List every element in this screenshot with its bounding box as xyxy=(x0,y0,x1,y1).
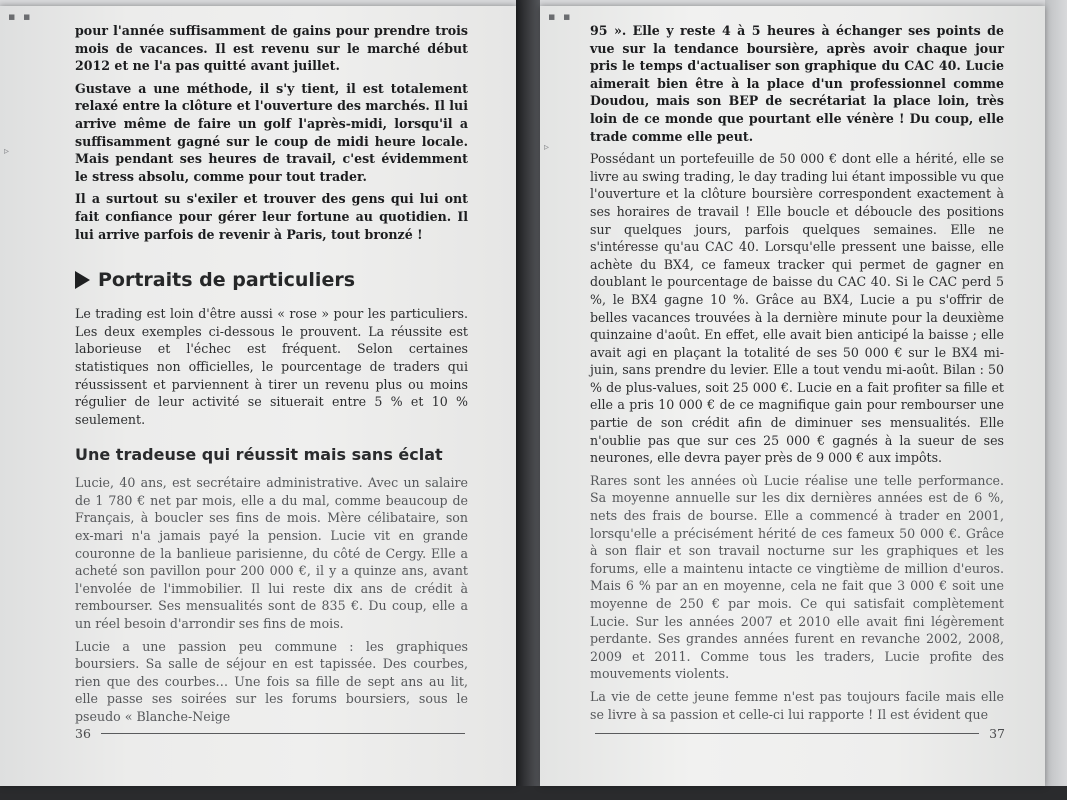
paragraph: pour l'année suffisamment de gains pour prendre trois mois de vacances. Il est revenu sur le marché début 2012 et ne l'a pas quitté avant juillet. xyxy=(75,23,468,74)
page-number: 37 xyxy=(989,726,1005,741)
paragraph: Possédant un portefeuille de 50 000 € dont elle a hérité, elle se livre au swing trading, le day trading lui étant impossible vu que l'ouverture et la clôture boursière correspondent exactement à ses horaires de travail ! Elle boucle et déboucle des positions sur quelques jours, parfois quelques semaines. Elle ne s'intéresse qu'au CAC 40. Lorsqu'elle pressent une baisse, elle achète du BX4, ce fameux tracker qui permet de gagner en doublant le pourcentage de baisse du CAC 40. Si le CAC perd 5 %, le BX4 gagne 10 %. Grâce au BX4, Lucie a pu s'offrir de belles vacances trouvées à la dernière minute pour la deuxième quinzaine d'août. En effet, elle avait bien anticipé la baisse ; elle avait agi en plaçant la totalité de ses 50 000 € sur le BX4 mi-juin, sans prendre du levier. Elle a tout vendu mi-août. Bilan : 50 % de plus-values, soit 25 000 €. Lucie en a fait profiter sa fille et elle a pris 10 000 € de ce magnifique gain pour rembourser une partie de son crédit afin de diminuer ses mensualités. Elle n'oublie pas que sur ces 25 000 € gagnés à la sueur de ses neurones, elle devra payer près de 9 000 € aux impôts. xyxy=(590,151,1004,466)
right-page-text xyxy=(590,22,1004,728)
page-corner-marker-icon: ▪ ▪ xyxy=(8,10,33,23)
page-footer xyxy=(75,726,465,741)
viewer-bottom-bar xyxy=(0,786,1067,800)
paragraph: La vie de cette jeune femme n'est pas toujours facile mais elle se livre à sa passion et celle-ci lui rapporte ! Il est évident que xyxy=(590,688,1004,722)
paragraph: Il a surtout su s'exiler et trouver des gens qui lui ont fait confiance pour gérer leur fortune au quotidien. Il lui arrive parfois de revenir à Paris, tout bronzé ! xyxy=(75,191,468,242)
paragraph: Lucie, 40 ans, est secrétaire administrative. Avec un salaire de 1 780 € net par mois, elle a du mal, comme beaucoup de Français, à boucler ses fins de mois. Mère célibataire, son ex-mari n'a jamais payé la pension. Lucie vit en grande couronne de la banlieue parisienne, du côté de Cergy. Elle a acheté son pavillon pour 200 000 €, il y a quinze ans, avant l'envolée de l'immobilier. Il lui reste dix ans de crédit à rembourser. Ses mensualités sont de 835 €. Du coup, elle a un réel besoin d'arrondir ses fins de mois. xyxy=(75,475,468,632)
footer-rule xyxy=(101,733,465,734)
triangle-bullet-icon xyxy=(75,271,90,289)
section-heading xyxy=(75,269,468,291)
left-page xyxy=(0,6,516,786)
paragraph: Lucie a une passion peu commune : les graphiques boursiers. Sa salle de séjour en est tapissée. Des courbes, rien que des courbes… Une fois sa fille de sept ans au lit, elle passe ses soirées sur les forums boursiers, sous le pseudo « Blanche-Neige xyxy=(75,638,468,724)
right-page xyxy=(540,6,1045,786)
margin-arrow-icon: ▹ xyxy=(544,142,550,153)
page-footer xyxy=(595,726,1005,741)
left-page-text xyxy=(75,22,468,731)
section-heading-text: Portraits de particuliers xyxy=(98,269,356,292)
paragraph: Gustave a une méthode, il s'y tient, il est totalement relaxé entre la clôture et l'ouverture des marchés. Il lui arrive même de faire un golf l'après-midi, lorsqu'il a suffisamment gagné sur le coup de midi heure locale. Mais pendant ses heures de travail, c'est évidemment le stress absolu, comme pour tout trader. xyxy=(75,80,468,184)
paragraph: 95 ». Elle y reste 4 à 5 heures à échanger ses points de vue sur la tendance boursière, après avoir chaque jour pris le temps d'actualiser son graphique du CAC 40. Lucie aimerait bien être à la place d'un professionnel comme Doudou, mais son BEP de secrétariat la place loin, très loin de ce monde que pourtant elle vénère ! Du coup, elle trade comme elle peut. xyxy=(590,23,1004,144)
page-gutter xyxy=(516,0,540,800)
page-number: 36 xyxy=(75,726,91,741)
viewer-right-edge xyxy=(1045,0,1067,800)
subsection-heading: Une tradeuse qui réussit mais sans éclat xyxy=(75,445,443,465)
paragraph: Rares sont les années où Lucie réalise une telle performance. Sa moyenne annuelle sur les dix dernières années est de 6 %, nets des frais de bourse. Elle a commencé à trader en 2001, lorsqu'elle a précisément hérité de ces fameux 50 000 €. Grâce à son flair et son travail nocturne sur les graphiques et les forums, elle a maintenu intacte ce vingtième de million d'euros. Mais 6 % par an en moyenne, cela ne fait que 3 000 € soit une moyenne de 250 € par mois. Ce qui satisfait complètement Lucie. Sur les années 2007 et 2010 elle avait fini légèrement perdante. Ses grandes années furent en revanche 2002, 2008, 2009 et 2011. Comme tous les traders, Lucie profite des mouvements violents. xyxy=(590,472,1004,682)
section-intro: Le trading est loin d'être aussi « rose » pour les particuliers. Les deux exemples ci-dessous le prouvent. La réussite est laborieuse et l'échec est fréquent. Selon certaines statistiques non officielles, le pourcentage de traders qui réussissent et parviennent à tirer un revenu plus ou moins régulier de leur activité se situerait entre 5 % et 10 % seulement. xyxy=(75,306,468,427)
page-corner-marker-icon: ▪ ▪ xyxy=(548,10,573,23)
margin-arrow-icon: ▹ xyxy=(4,146,10,157)
footer-rule xyxy=(595,733,979,734)
